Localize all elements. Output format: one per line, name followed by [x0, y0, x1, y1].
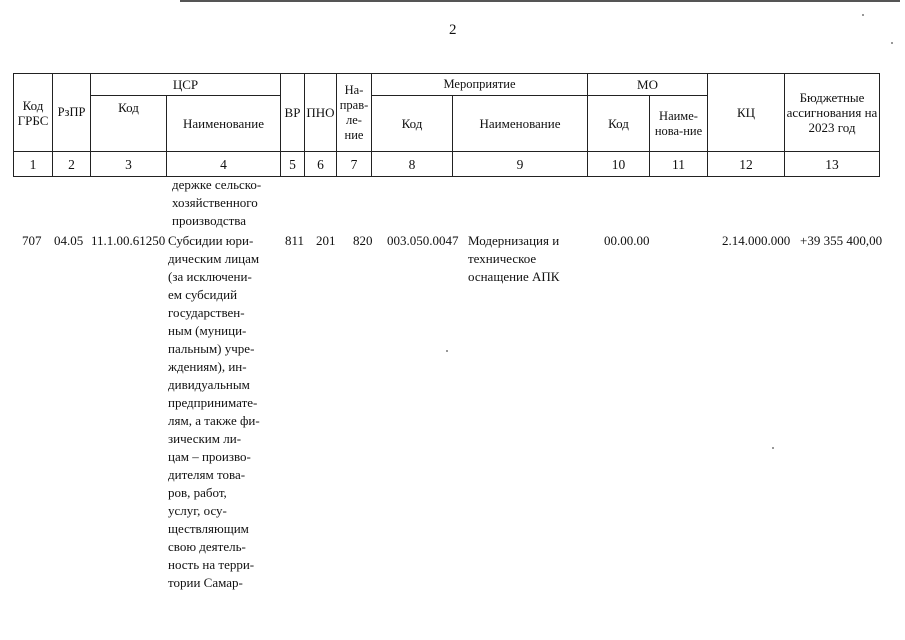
- header-mo-kod: Код: [588, 96, 650, 152]
- description-line: услуг, осу-: [168, 503, 227, 518]
- description-line: пальным) учре-: [168, 341, 255, 356]
- description-line: ем субсидий: [168, 287, 238, 302]
- row-pno: 201: [316, 233, 336, 248]
- row-rzpr: 04.05: [54, 233, 84, 248]
- description-line: дивидуальным: [168, 377, 250, 392]
- column-number: 3: [91, 152, 167, 177]
- description-line: свою деятель-: [168, 539, 246, 554]
- row-budget: +39 355 400,00: [800, 233, 883, 248]
- column-number: 6: [305, 152, 337, 177]
- description-line: лям, а также фи-: [168, 413, 260, 428]
- header-kod-grbs: Код ГРБС: [14, 74, 53, 152]
- top-rule: [180, 0, 900, 2]
- column-number: 10: [588, 152, 650, 177]
- scan-speck: [446, 350, 448, 352]
- header-pno: ПНО: [305, 74, 337, 152]
- header-meropriyatie-group: Мероприятие: [372, 74, 588, 96]
- column-number: 11: [650, 152, 708, 177]
- continuation-line: производства: [172, 213, 247, 228]
- header-mer-kod: Код: [372, 96, 453, 152]
- header-mer-name: Наименование: [453, 96, 588, 152]
- row-kod-grbs: 707: [22, 233, 42, 248]
- row-csr-kod: 11.1.00.61250: [91, 233, 166, 248]
- header-kc: КЦ: [708, 74, 785, 152]
- column-number: 2: [53, 152, 91, 177]
- description-line: ществляющим: [168, 521, 249, 536]
- description-line: ность на терри-: [168, 557, 255, 572]
- header-csr-kod: Код: [91, 96, 167, 152]
- description-line: дическим лицам: [168, 251, 260, 266]
- description-line: тории Самар-: [168, 575, 243, 590]
- row-mer-name: [468, 232, 594, 286]
- header-csr-group: ЦСР: [91, 74, 281, 96]
- header-rzpr: РзПР: [53, 74, 91, 152]
- header-mo-name: Наиме-нова-ние: [650, 96, 708, 152]
- column-number: 7: [337, 152, 372, 177]
- page-number: 2: [449, 22, 457, 38]
- description-line: предпринимате-: [168, 395, 258, 410]
- row-vr: 811: [285, 233, 305, 248]
- continuation-line: хозяйственного: [172, 195, 258, 210]
- row-csr-name: [168, 232, 278, 592]
- description-line: дителям това-: [168, 467, 246, 482]
- column-number: 5: [281, 152, 305, 177]
- row-mer-kod: 003.050.0047: [387, 233, 459, 248]
- description-line: (за исключени-: [168, 269, 252, 284]
- column-number: 12: [708, 152, 785, 177]
- scan-speck: [862, 14, 864, 16]
- column-number: 9: [453, 152, 588, 177]
- table-header: [13, 73, 880, 177]
- description-line: ждениям), ин-: [168, 359, 247, 374]
- description-line: ным (муници-: [168, 323, 247, 338]
- scan-speck: [772, 447, 774, 449]
- description-line: зическим ли-: [168, 431, 242, 446]
- mer-name-line: оснащение АПК: [468, 269, 560, 284]
- row-kc: 2.14.000.000: [722, 233, 791, 248]
- header-vr: ВР: [281, 74, 305, 152]
- column-number: 4: [167, 152, 281, 177]
- row-mo-kod: 00.00.00: [604, 233, 650, 248]
- description-line: цам – произво-: [168, 449, 251, 464]
- description-line: Субсидии юри-: [168, 233, 254, 248]
- continuation-text: [172, 176, 280, 230]
- header-csr-name: Наименование: [167, 96, 281, 152]
- row-napravlenie: 820: [353, 233, 373, 248]
- continuation-line: держке сельско-: [172, 177, 262, 192]
- scan-speck: [891, 42, 893, 44]
- column-number: 13: [785, 152, 880, 177]
- description-line: государствен-: [168, 305, 245, 320]
- mer-name-line: Модернизация и: [468, 233, 560, 248]
- description-line: ров, работ,: [168, 485, 227, 500]
- header-budget: Бюджетные ассигнования на 2023 год: [785, 74, 880, 152]
- column-number: 1: [14, 152, 53, 177]
- column-number: 8: [372, 152, 453, 177]
- header-mo-group: МО: [588, 74, 708, 96]
- mer-name-line: техническое: [468, 251, 537, 266]
- header-napravlenie: На-прав-ле-ние: [337, 74, 372, 152]
